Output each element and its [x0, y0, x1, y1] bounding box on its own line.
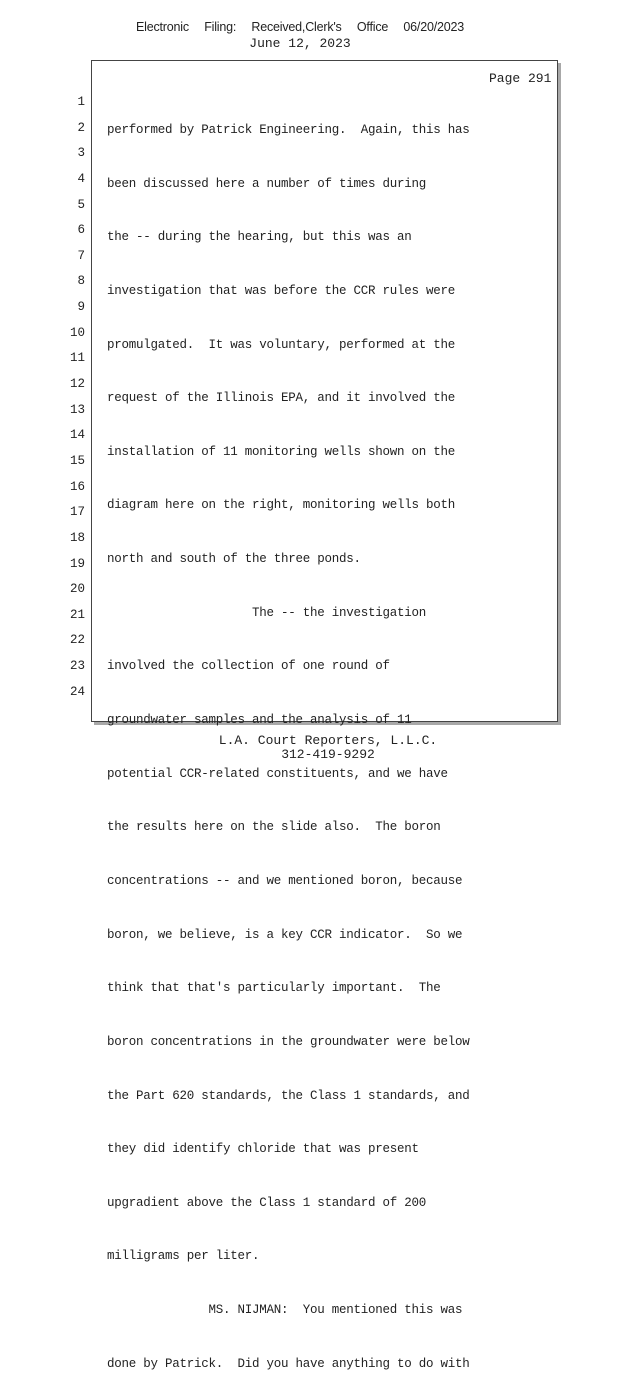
filing-stamp-part: Electronic: [136, 20, 189, 34]
filing-stamp-part: 06/20/2023: [403, 20, 464, 34]
transcript-line: request of the Illinois EPA, and it involved the: [107, 391, 456, 406]
transcript-line: groundwater samples and the analysis of 11: [107, 713, 412, 728]
line-number: 10: [69, 325, 85, 340]
transcript-line: promulgated. It was voluntary, performed at the: [107, 337, 456, 352]
transcript-line: been discussed here a number of times during: [107, 176, 427, 191]
line-number: 22: [69, 633, 85, 648]
transcript-line: MS. NIJMAN: You mentioned this was: [107, 1303, 463, 1318]
filing-stamp: [0, 20, 600, 34]
line-number: 16: [69, 479, 85, 494]
line-number: 11: [69, 351, 85, 366]
transcript-line: concentrations -- and we mentioned boron, because: [107, 873, 463, 888]
filing-stamp-part: Received,Clerk's: [251, 20, 342, 34]
line-number: 12: [69, 377, 85, 392]
transcript-line: performed by Patrick Engineering. Again, this has: [107, 123, 470, 137]
filing-stamp-part: Filing:: [204, 20, 237, 34]
transcript-line: milligrams per liter.: [107, 1249, 260, 1264]
transcript-line: investigation that was before the CCR rules were: [107, 283, 456, 298]
line-number: 20: [69, 582, 85, 597]
line-number: 7: [77, 248, 85, 263]
line-number: 4: [77, 171, 85, 186]
court-reporter-name: L.A. Court Reporters, L.L.C.: [218, 733, 438, 748]
transcript-line: The -- the investigation: [107, 605, 427, 620]
transcript-line: done by Patrick. Did you have anything to do with: [107, 1356, 470, 1371]
court-reporter-phone: 312-419-9292: [281, 747, 375, 762]
transcript-line: north and south of the three ponds.: [107, 552, 361, 567]
line-number: 3: [77, 146, 85, 161]
line-number: 21: [69, 607, 85, 622]
line-number: 14: [69, 428, 85, 443]
hearing-date: June 12, 2023: [249, 36, 351, 51]
transcript-line: upgradient above the Class 1 standard of 200: [107, 1195, 427, 1210]
line-number: 13: [69, 402, 85, 417]
line-number: 24: [69, 684, 85, 699]
line-number: 17: [69, 505, 85, 520]
transcript-line: the Part 620 standards, the Class 1 standards, and: [107, 1088, 470, 1103]
page-number: Page 291: [489, 71, 552, 86]
line-number: 19: [69, 556, 85, 571]
transcript-line: the -- during the hearing, but this was an: [107, 230, 412, 245]
transcript-line: diagram here on the right, monitoring wells both: [107, 498, 456, 513]
transcript-line: think that that's particularly important. The: [107, 981, 441, 996]
transcript-line: boron concentrations in the groundwater were below: [107, 1034, 470, 1049]
line-number: 5: [77, 197, 85, 212]
line-number: 9: [77, 300, 85, 315]
line-number: 6: [77, 223, 85, 238]
line-number: 8: [77, 274, 85, 289]
filing-stamp-part: Office: [356, 20, 389, 34]
transcript-line: potential CCR-related constituents, and we have: [107, 766, 448, 781]
line-number: 2: [77, 120, 85, 135]
transcript-line: installation of 11 monitoring wells shown on the: [107, 444, 456, 459]
line-number: 23: [69, 659, 85, 674]
transcript-line: the results here on the slide also. The boron: [107, 820, 441, 835]
line-numbers-column: [55, 94, 85, 709]
transcript-line: boron, we believe, is a key CCR indicator. So we: [107, 927, 463, 942]
transcript-line: involved the collection of one round of: [107, 659, 390, 674]
line-number: 18: [69, 530, 85, 545]
line-number: 15: [69, 453, 85, 468]
line-number: 1: [77, 95, 85, 109]
transcript-line: they did identify chloride that was present: [107, 1142, 419, 1157]
